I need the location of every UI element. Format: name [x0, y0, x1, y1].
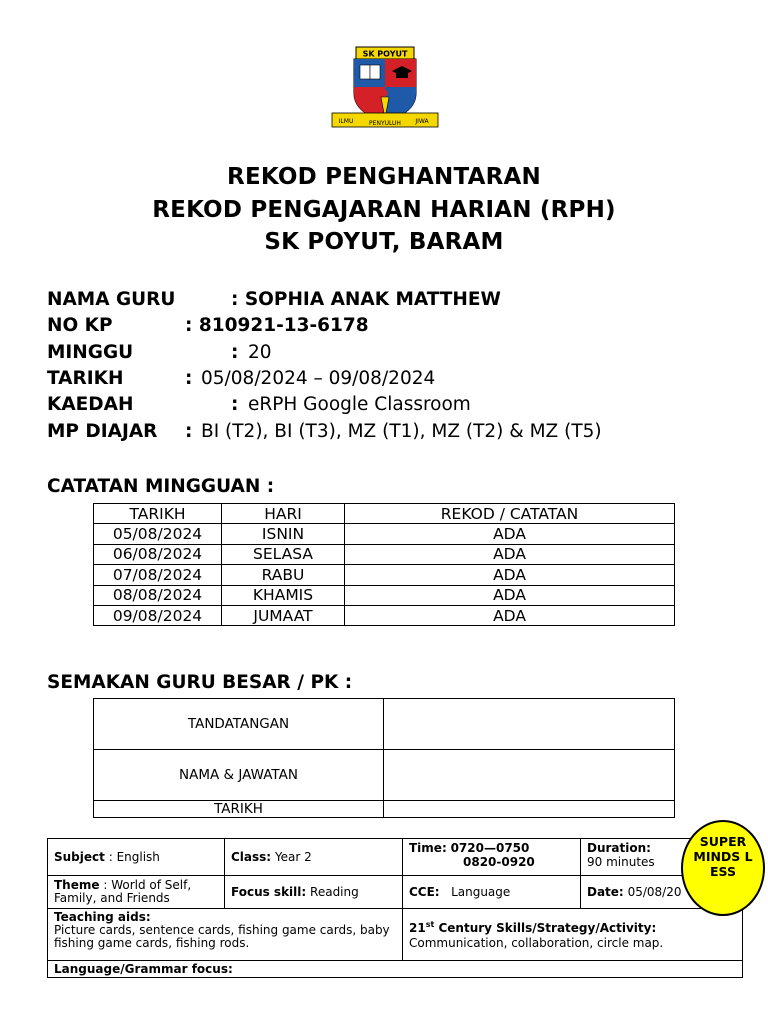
- info-value: eRPH Google Classroom: [248, 394, 471, 415]
- theme-label: Theme: [54, 878, 100, 892]
- name-position-label: NAMA & JAWATAN: [94, 750, 384, 801]
- cell-day: JUMAAT: [222, 605, 345, 625]
- lesson-plan-table: [47, 838, 743, 978]
- time-value-2: 0820-0920: [463, 855, 535, 869]
- info-value: BI (T2), BI (T3), MZ (T1), MZ (T2) & MZ (T5): [201, 421, 602, 442]
- logo-motto-3: JIWA: [415, 118, 429, 125]
- table-row: [94, 585, 675, 605]
- info-value: : 810921-13-6178: [185, 315, 369, 336]
- date-field[interactable]: [384, 801, 675, 818]
- info-label: NO KP: [47, 315, 113, 336]
- table-row: [94, 750, 675, 801]
- cell-record: ADA: [345, 605, 675, 625]
- cell-day: KHAMIS: [222, 585, 345, 605]
- theme-value: : World of Self, Family, and Friends: [54, 878, 192, 905]
- info-label: MINGGU: [47, 342, 134, 363]
- time-label: Time:: [409, 841, 447, 855]
- table-row: [94, 544, 675, 564]
- table-row: [48, 961, 743, 978]
- date-label: Date:: [587, 885, 624, 899]
- table-row: [48, 876, 743, 909]
- time-cell: [403, 839, 581, 876]
- table-row: [94, 565, 675, 585]
- info-value: : SOPHIA ANAK MATTHEW: [231, 289, 501, 310]
- table-row: [48, 909, 743, 961]
- focus-skill-cell: [225, 876, 403, 909]
- subject-label: Subject: [54, 850, 105, 864]
- duration-label: Duration:: [587, 841, 651, 855]
- super-minds-badge: [681, 820, 765, 916]
- skills-value: Communication, collaboration, circle map.: [409, 936, 664, 950]
- table-row: [94, 801, 675, 818]
- info-colon: :: [231, 394, 239, 415]
- table-row: [94, 605, 675, 625]
- cell-day: ISNIN: [222, 524, 345, 544]
- subject-cell: [48, 839, 225, 876]
- semakan-heading: SEMAKAN GURU BESAR / PK :: [47, 672, 353, 693]
- cce-cell: [403, 876, 581, 909]
- cce-value: Language: [451, 885, 511, 899]
- teaching-aids-cell: [48, 909, 403, 961]
- table-header-row: [94, 504, 675, 524]
- subject-value: : English: [108, 850, 160, 864]
- grammar-focus-cell: [48, 961, 743, 978]
- info-value: 20: [248, 342, 272, 363]
- cell-date: 06/08/2024: [94, 544, 222, 564]
- title-line-1: REKOD PENGHANTARAN: [227, 164, 541, 190]
- theme-cell: [48, 876, 225, 909]
- cell-date: 08/08/2024: [94, 585, 222, 605]
- title-line-2: REKOD PENGAJARAN HARIAN (RPH): [152, 197, 616, 223]
- focus-skill-label: Focus skill:: [231, 885, 307, 899]
- date-value: 05/08/20: [627, 885, 682, 899]
- focus-skill-value: Reading: [310, 885, 359, 899]
- info-label: NAMA GURU: [47, 289, 176, 310]
- logo-motto-2: PENYULUH: [369, 120, 401, 127]
- teaching-aids-label: Teaching aids:: [54, 910, 151, 924]
- logo-school-name: SK POYUT: [362, 49, 408, 59]
- info-colon: :: [185, 421, 193, 442]
- catatan-heading: CATATAN MINGGUAN :: [47, 476, 275, 497]
- skills-label-number: 21: [409, 921, 426, 935]
- cell-record: ADA: [345, 565, 675, 585]
- teaching-aids-value: Picture cards, sentence cards, fishing game cards, baby fishing game cards, fishing rods.: [54, 923, 390, 950]
- info-label: MP DIAJAR: [47, 421, 158, 442]
- skills-label: [409, 921, 656, 935]
- signature-field[interactable]: [384, 699, 675, 750]
- name-position-field[interactable]: [384, 750, 675, 801]
- info-colon: :: [185, 368, 193, 389]
- signature-label: TANDATANGAN: [94, 699, 384, 750]
- title-line-3: SK POYUT, BARAM: [264, 229, 504, 255]
- table-row: [94, 699, 675, 750]
- badge-text: SUPER MINDS LESS: [693, 834, 753, 879]
- column-header: TARIKH: [94, 504, 222, 524]
- cell-date: 07/08/2024: [94, 565, 222, 585]
- table-row: [94, 524, 675, 544]
- weekly-record-table: [93, 503, 675, 626]
- cell-record: ADA: [345, 544, 675, 564]
- skills-label-text: Century Skills/Strategy/Activity:: [434, 921, 657, 935]
- skills-label-suffix: st: [425, 920, 435, 929]
- info-value: 05/08/2024 – 09/08/2024: [201, 368, 436, 389]
- cell-record: ADA: [345, 585, 675, 605]
- info-label: KAEDAH: [47, 394, 134, 415]
- duration-value: 90 minutes: [587, 855, 655, 869]
- table-row: [48, 839, 743, 876]
- date-label: TARIKH: [94, 801, 384, 818]
- logo-motto-1: ILMU: [338, 118, 354, 125]
- cce-label: CCE:: [409, 885, 440, 899]
- cell-record: ADA: [345, 524, 675, 544]
- cell-date: 05/08/2024: [94, 524, 222, 544]
- info-colon: :: [231, 342, 239, 363]
- time-value-1: 0720—0750: [450, 841, 530, 855]
- cell-day: RABU: [222, 565, 345, 585]
- verification-table: [93, 698, 675, 818]
- school-logo: [330, 45, 440, 131]
- class-value: Year 2: [274, 850, 312, 864]
- info-label: TARIKH: [47, 368, 124, 389]
- column-header: REKOD / CATATAN: [345, 504, 675, 524]
- column-header: HARI: [222, 504, 345, 524]
- cell-day: SELASA: [222, 544, 345, 564]
- class-cell: [225, 839, 403, 876]
- skills-cell: [403, 909, 743, 961]
- grammar-focus-label: Language/Grammar focus:: [54, 962, 233, 976]
- class-label: Class:: [231, 850, 272, 864]
- cell-date: 09/08/2024: [94, 605, 222, 625]
